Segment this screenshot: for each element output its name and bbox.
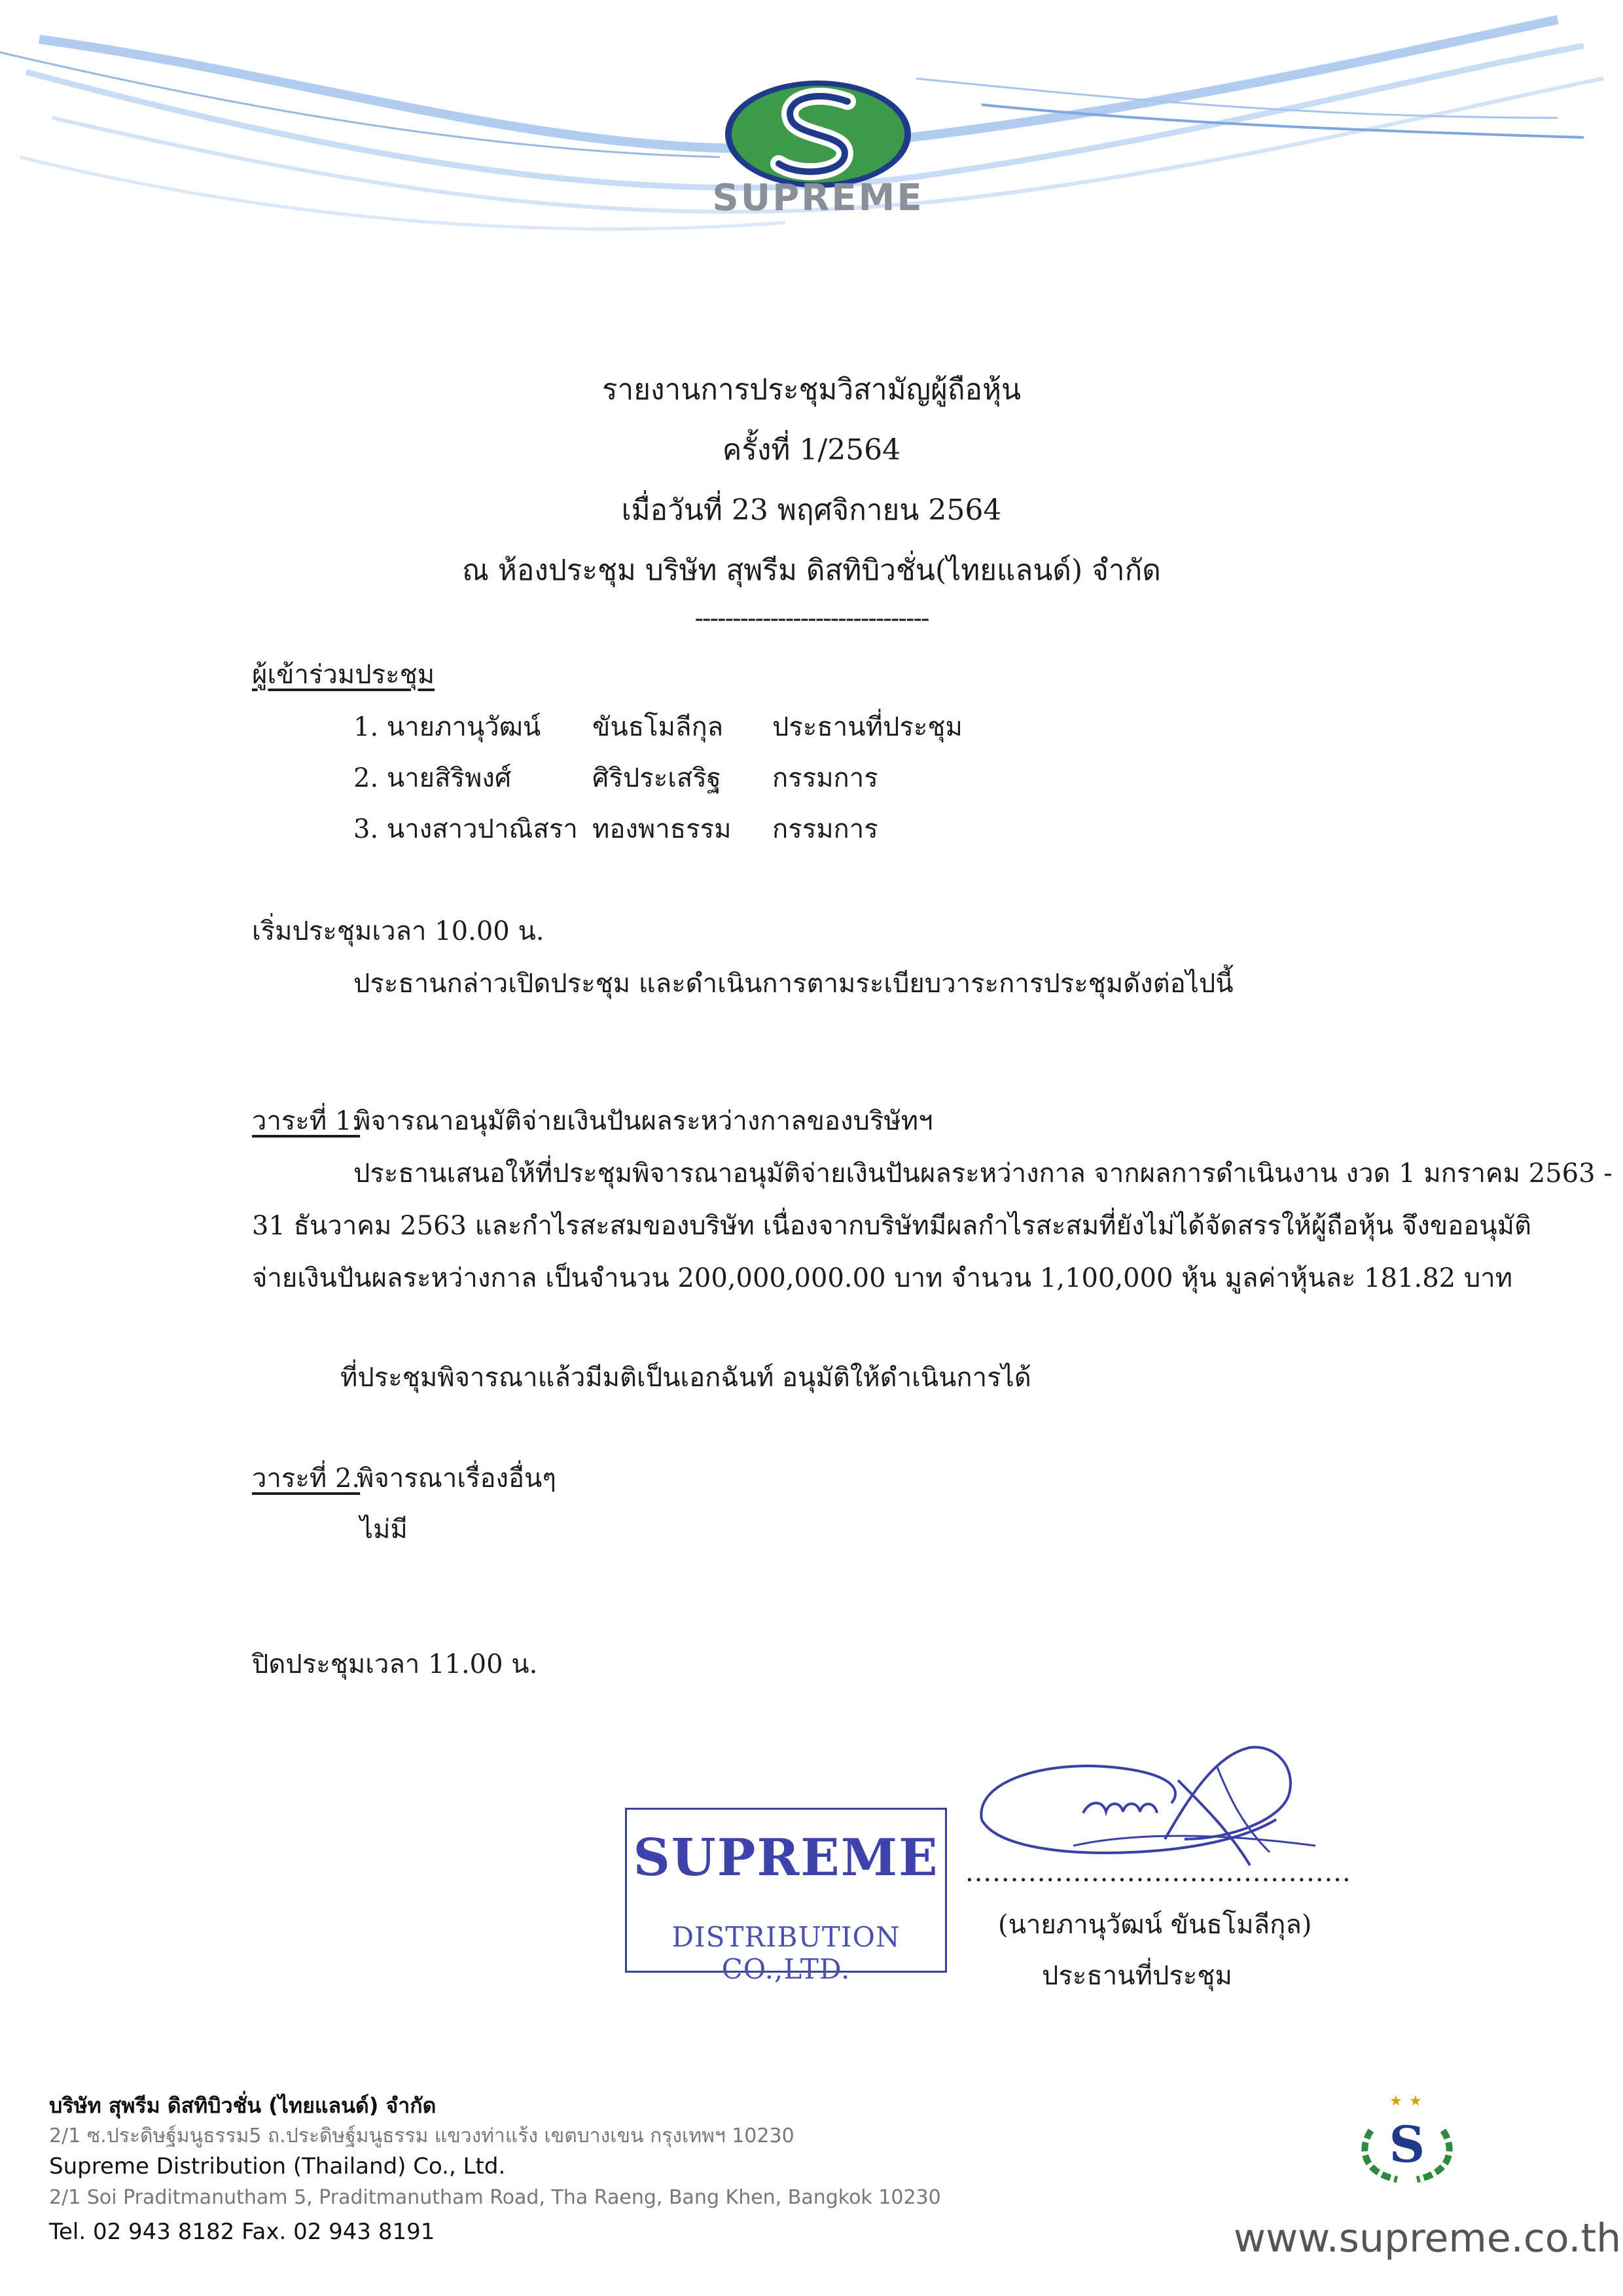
attendee-3-last: ทองพาธรรม (592, 814, 732, 844)
signature-dotted-line: ........................................... (965, 1857, 1351, 1888)
attendees-heading: ผู้เข้าร่วมประชุม (252, 660, 435, 690)
footer-company-name-en: Supreme Distribution (Thailand) Co., Ltd. (49, 2153, 506, 2179)
agenda-2-title: พิจารณาเรื่องอื่นๆ (357, 1463, 556, 1494)
attendee-2-role: กรรมการ (772, 763, 878, 793)
attendee-3-first: 3. นางสาวปาณิสรา (353, 814, 578, 844)
meeting-number: ครั้งที่ 1/2564 (722, 433, 901, 467)
stamp-line-1: SUPREME (633, 1828, 939, 1888)
attendee-3-role: กรรมการ (772, 814, 878, 844)
agenda-1-paragraph-line-1: ประธานเสนอให้ที่ประชุมพิจารณาอนุมัติจ่ายเงินปันผลระหว่างกาล จากผลการดำเนินงาน งวด 1 มกราคม 2563 - (353, 1158, 1613, 1189)
meeting-start-time: เริ่มประชุมเวลา 10.00 น. (252, 916, 544, 946)
report-title: รายงานการประชุมวิสามัญผู้ถือหุ้น (601, 373, 1022, 406)
meeting-close-time: ปิดประชุมเวลา 11.00 น. (252, 1649, 538, 1679)
footer-address-en: 2/1 Soi Praditmanutham 5, Praditmanutham Road, Tha Raeng, Bang Khen, Bangkok 10230 (49, 2186, 941, 2209)
emblem-letter: S (1389, 2115, 1425, 2174)
signatory-name: (นายภานุวัฒน์ ขันธโมลีกุล) (998, 1910, 1312, 1940)
agenda-1-paragraph-line-2: 31 ธันวาคม 2563 และกำไรสะสมของบริษัท เนื่องจากบริษัทมีผลกำไรสะสมที่ยังไม่ได้จัดสรรให้ผู้ถือหุ้น จึงขออนุมัติ (252, 1211, 1531, 1241)
attendee-2-last: ศิริประเสริฐ (592, 763, 721, 793)
company-stamp (625, 1808, 947, 1985)
signatory-role: ประธานที่ประชุม (1042, 1961, 1232, 1991)
attendee-1-last: ขันธโมลีกุล (592, 712, 724, 742)
agenda-1-label: วาระที่ 1. (252, 1106, 361, 1136)
footer-contact: Tel. 02 943 8182 Fax. 02 943 8191 (49, 2219, 435, 2245)
agenda-1-title: พิจารณาอนุมัติจ่ายเงินปันผลระหว่างกาลของบริษัทฯ (353, 1106, 933, 1136)
agenda-2-label: วาระที่ 2. (252, 1463, 361, 1494)
svg-text:★: ★ (1409, 2093, 1422, 2109)
agenda-1-paragraph-line-3: จ่ายเงินปันผลระหว่างกาล เป็นจำนวน 200,000,000.00 บาท จำนวน 1,100,000 หุ้น มูลค่าหุ้นละ 181.82 บาท (252, 1263, 1513, 1293)
attendee-1-first: 1. นายภานุวัฒน์ (353, 712, 541, 742)
title-separator: ------------------------------- (694, 603, 929, 634)
svg-text:★: ★ (1389, 2093, 1402, 2109)
logo-brand-text: SUPREME (712, 177, 924, 219)
stamp-line-2: DISTRIBUTION CO.,LTD. (671, 1921, 901, 1985)
chair-opening-statement: ประธานกล่าวเปิดประชุม และดำเนินการตามระเบียบวาระการประชุมดังต่อไปนี้ (353, 969, 1234, 999)
attendee-1-role: ประธานที่ประชุม (772, 712, 963, 742)
meeting-date: เมื่อวันที่ 23 พฤศจิกายน 2564 (621, 493, 1002, 527)
agenda-2-body: ไม่มี (360, 1515, 408, 1545)
meeting-venue: ณ ห้องประชุม บริษัท สุพรีม ดิสทิบิวชั่น(ไทยแลนด์) จำกัด (462, 554, 1161, 587)
agenda-1-resolution: ที่ประชุมพิจารณาแล้วมีมติเป็นเอกฉันท์ อนุมัติให้ดำเนินการได้ (340, 1363, 1031, 1393)
footer-website-link[interactable]: www.supreme.co.th (1234, 2215, 1622, 2261)
footer-address-th: 2/1 ซ.ประดิษฐ์มนูธรรม5 ถ.ประดิษฐ์มนูธรรม แขวงท่าแร้ง เขตบางเขน กรุงเทพฯ 10230 (49, 2125, 794, 2147)
attendee-2-first: 2. นายสิริพงศ์ (353, 763, 512, 793)
footer-company-name-th: บริษัท สุพรีม ดิสทิบิวชั่น (ไทยแลนด์) จำกัด (49, 2093, 437, 2118)
